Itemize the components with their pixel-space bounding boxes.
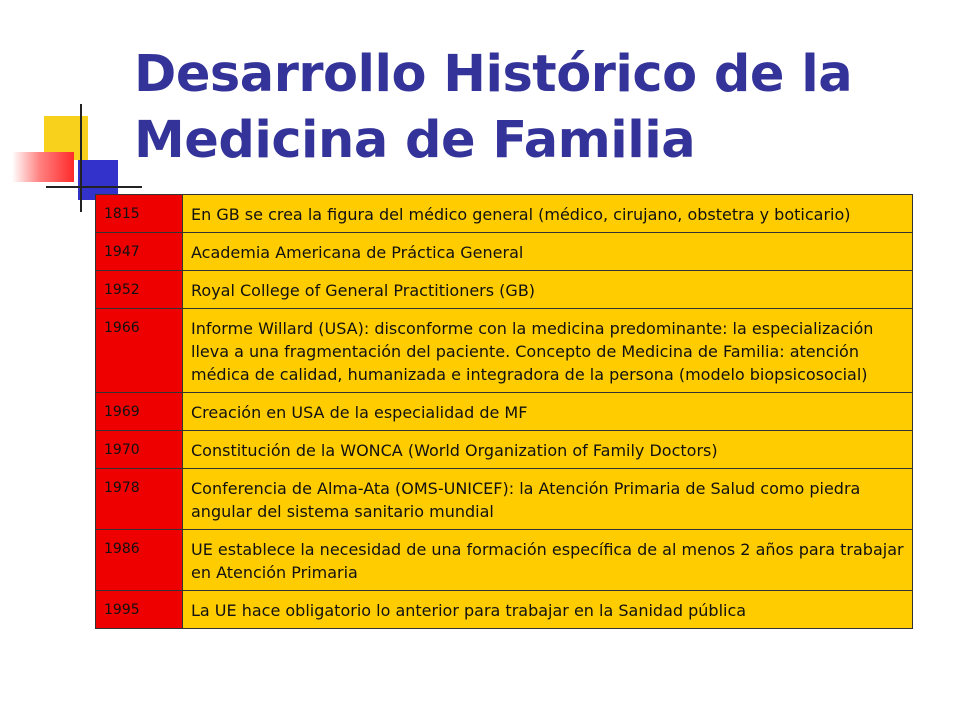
table-row [96, 469, 913, 530]
year-cell: 1815 [96, 195, 183, 233]
table-row [96, 591, 913, 629]
year-cell: 1970 [96, 431, 183, 469]
horizontal-line [46, 186, 142, 188]
table-row [96, 233, 913, 271]
year-cell: 1952 [96, 271, 183, 309]
table-row [96, 271, 913, 309]
corner-decoration [0, 0, 140, 220]
description-cell: Constitución de la WONCA (World Organization of Family Doctors) [183, 431, 913, 469]
slide-title [134, 42, 934, 174]
table-row [96, 530, 913, 591]
red-gradient-bar [12, 152, 74, 182]
year-cell: 1978 [96, 469, 183, 530]
description-cell: UE establece la necesidad de una formación específica de al menos 2 años para trabajar en Atención Primaria [183, 530, 913, 591]
description-cell: Informe Willard (USA): disconforme con la medicina predominante: la especialización lleva a una fragmentación del paciente. Concepto de Medicina de Familia: atención médica de calidad, humanizada e integradora de la persona (modelo biopsicosocial) [183, 309, 913, 393]
year-cell: 1966 [96, 309, 183, 393]
description-cell: Academia Americana de Práctica General [183, 233, 913, 271]
table-row [96, 195, 913, 233]
timeline-table [95, 194, 913, 629]
description-cell: Creación en USA de la especialidad de MF [183, 393, 913, 431]
year-cell: 1969 [96, 393, 183, 431]
year-cell: 1995 [96, 591, 183, 629]
title-line-1: Desarrollo Histórico de la [134, 45, 853, 104]
description-cell: Royal College of General Practitioners (GB) [183, 271, 913, 309]
table-row [96, 393, 913, 431]
description-cell: La UE hace obligatorio lo anterior para trabajar en la Sanidad pública [183, 591, 913, 629]
table-row [96, 309, 913, 393]
title-line-2: Medicina de Familia [134, 111, 696, 170]
vertical-line [80, 104, 82, 212]
year-cell: 1947 [96, 233, 183, 271]
table-row [96, 431, 913, 469]
description-cell: Conferencia de Alma-Ata (OMS-UNICEF): la Atención Primaria de Salud como piedra angular del sistema sanitario mundial [183, 469, 913, 530]
description-cell: En GB se crea la figura del médico general (médico, cirujano, obstetra y boticario) [183, 195, 913, 233]
year-cell: 1986 [96, 530, 183, 591]
